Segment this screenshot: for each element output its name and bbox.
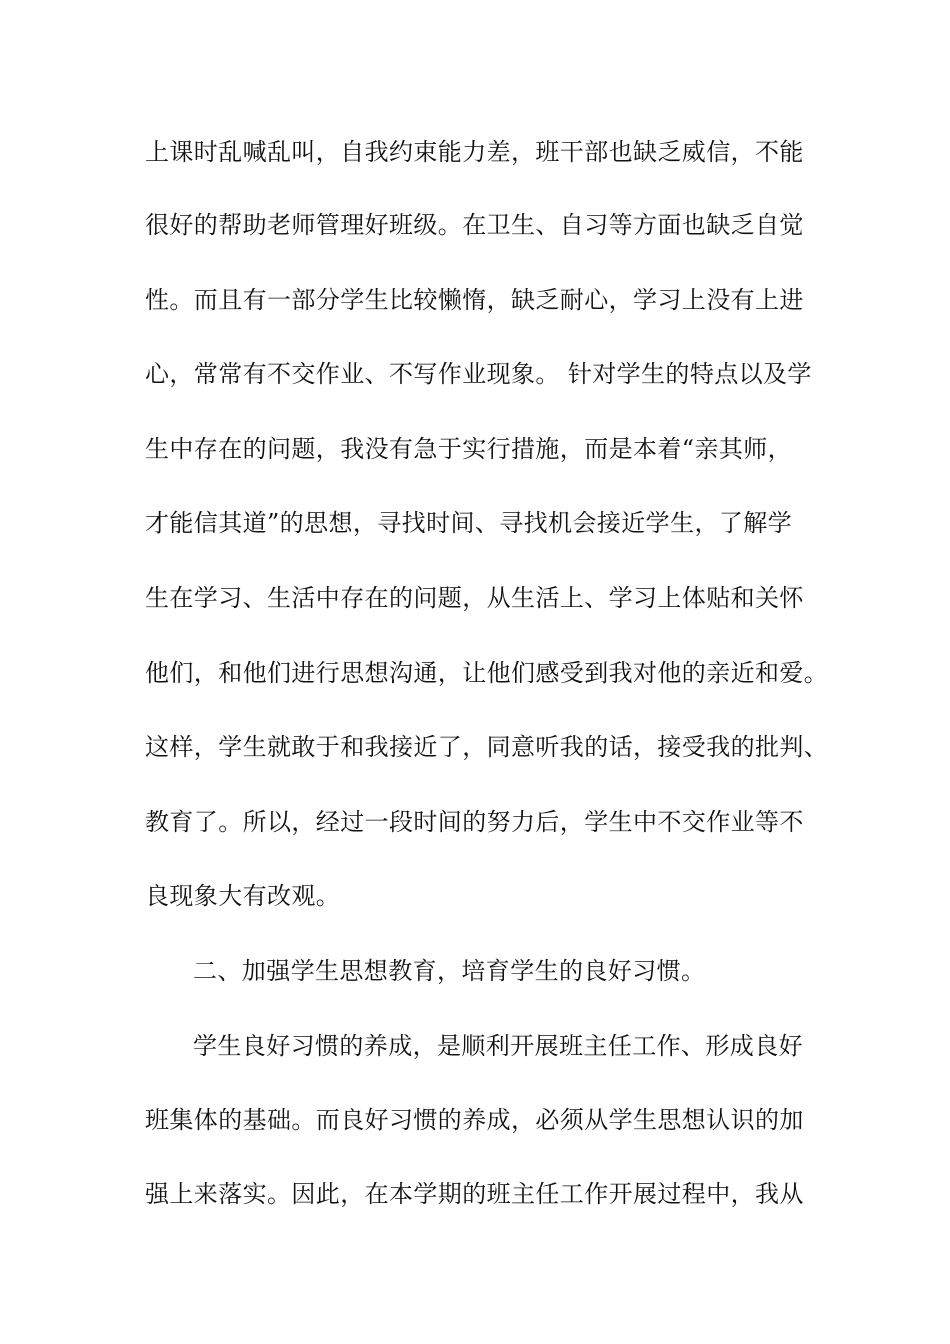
paragraph-line: 生中存在的问题，我没有急于实行措施，而是本着“亲其师， [145,435,793,463]
paragraph-line: 很好的帮助老师管理好班级。在卫生、自习等方面也缺乏自觉 [145,211,804,239]
paragraph-line: 班集体的基础。而良好习惯的养成，必须从学生思想认识的加 [145,1106,804,1134]
paragraph-line: 良现象大有改观。 [145,882,341,910]
paragraph-line: 学生良好习惯的养成，是顺利开展班主任工作、形成良好 [193,1032,803,1060]
paragraph-line: 心，常常有不交作业、不写作业现象。 针对学生的特点以及学 [145,360,812,388]
paragraph-line: 生在学习、生活中存在的问题，从生活上、学习上体贴和关怀 [145,584,804,612]
paragraph-line: 教育了。所以，经过一段时间的努力后，学生中不交作业等不 [145,808,804,836]
paragraph-line: 强上来落实。因此，在本学期的班主任工作开展过程中，我从 [145,1180,804,1208]
paragraph-line: 性。而且有一部分学生比较懒惰，缺乏耐心，学习上没有上进 [145,286,804,314]
paragraph-line: 他们，和他们进行思想沟通，让他们感受到我对他的亲近和爱。 [145,659,829,687]
section-heading: 二、加强学生思想教育，培育学生的良好习惯。 [193,957,706,985]
paragraph-line: 才能信其道”的思想，寻找时间、寻找机会接近学生，了解学 [145,509,793,537]
paragraph-line: 上课时乱喊乱叫，自我约束能力差，班干部也缺乏威信，不能 [145,138,804,166]
paragraph-line: 这样，学生就敢于和我接近了，同意听我的话，接受我的批判、 [145,733,829,761]
